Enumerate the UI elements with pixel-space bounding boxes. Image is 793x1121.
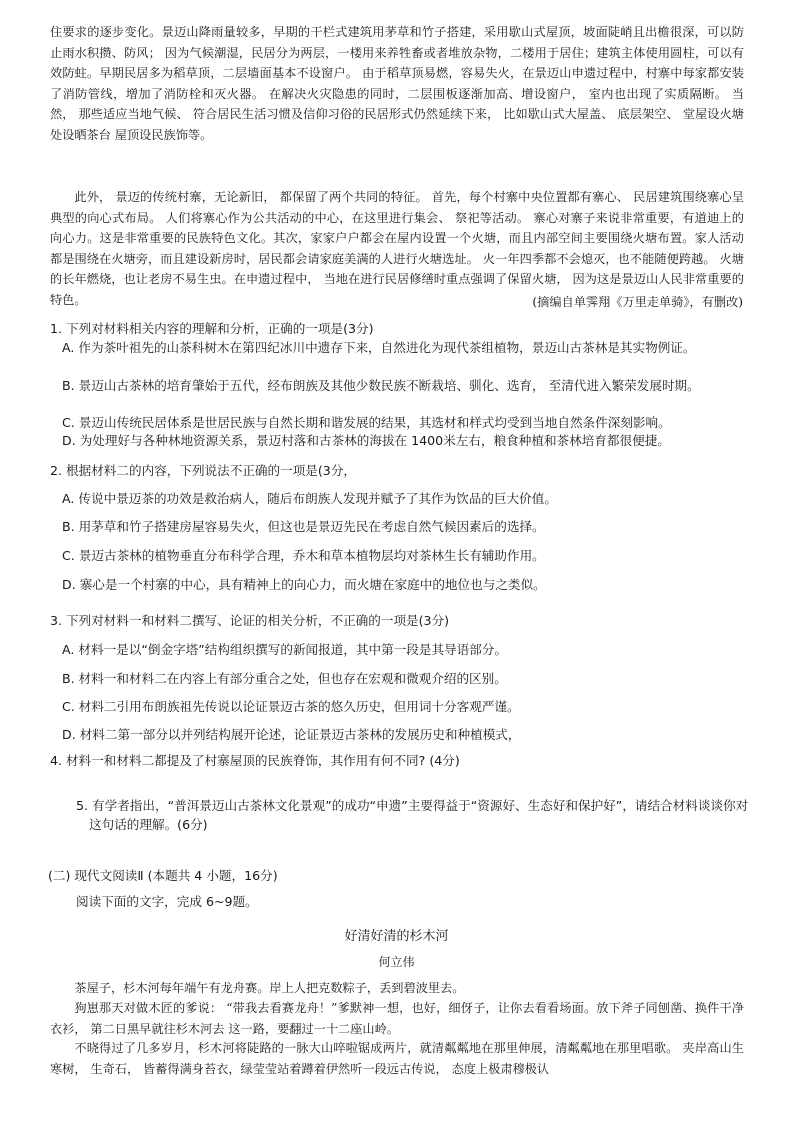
question-2-option-b: B. 用茅草和竹子搭建房屋容易失火，但这也是景迈先民在考虑自然气候因素后的选择。 — [62, 519, 545, 534]
question-5-stem: 5. 有学者指出，“普洱景迈山古茶林文化景观”的成功“申遗”主要得益于“资源好、生态好和保护好”，请结合材料谈谈你对这句话的理解。(6分) — [76, 798, 749, 832]
question-3-stem: 3. 下列对材料一和材料二撰写、论证的相关分析，不正确的一项是(3分) — [50, 613, 450, 628]
question-3-option-c: C. 材料二引用布朗族祖先传说以论证景迈古茶的悠久历史，但用词十分客观严谨。 — [62, 699, 520, 714]
article-paragraph-2: 狗崽那天对做木匠的爹说： “带我去看赛龙舟！”爹默神一想，也好，细伢子，让你去看看场面。放下斧子同刨凿、换件干净衣衫， 第二日黑早就往杉木河去 这一路，要翻过一十二座山岭。 — [50, 1001, 744, 1036]
material-paragraph-1: 住要求的逐步变化。景迈山降雨量较多，早期的干栏式建筑用茅草和竹子搭建，采用歇山式屋顶，坡面陡峭且出檐很深，可以防止雨水积攒、防风； 因为气候潮湿，民居分为两层，一楼用来养牲畜或者堆放杂物，二楼用于居住；建筑主体使用圆柱，可以有效防蛀。早期民居多为稻草顶，二层墙面基本不设窗户。 由于稻草顶易燃，容易失火，在景迈山申遗过程中，村寨中每家都安装了消防管线，增加了消防栓和灭火器。 在解决火灾隐患的同时，二层围板逐渐加高、增设窗户， 室内也出现了实质隔断。 当然， 那些适应当地气候、 符合居民生活习惯及信仰习俗的民居形式仍然延续下来， 比如歇山式大屋盖、 底层架空、 堂屋设火塘 处设晒茶台 屋顶设民族饰等。 — [50, 25, 744, 142]
article-paragraph-1: 茶屋子，杉木河每年端午有龙舟赛。岸上人把克数粽子，丢到碧波里去。 — [74, 981, 465, 995]
article-paragraph-3: 不晓得过了几多岁月，杉木河将陡路的一脉大山啐啦锯成两片，就清粼粼地在那里伸展，清粼粼地在那里唱歌。 夹岸高山生寒树， 生奇石， 皆蓄得满身苔衣，绿莹莹站着蹲着伊然听一段远古传说， 态度上极肃穆极认 — [50, 1041, 744, 1076]
question-1-option-a: A. 作为茶叶祖先的山茶科树木在第四纪冰川中遗存下来，自然进化为现代茶组植物，景迈山古茶林是其实物例证。 — [62, 340, 696, 355]
question-2-option-a: A. 传说中景迈茶的功效是救治病人，随后布朗族人发现并赋予了其作为饮品的巨大价值。 — [62, 491, 557, 506]
question-3-option-d: D. 材料二第一部分以并列结构展开论述，论证景迈古茶林的发展历史和种植模式， — [62, 727, 521, 742]
question-1-option-c: C. 景迈山传统民居体系是世居民族与自然长期和谐发展的结果，其选材和样式均受到当地自然条件深刻影响。 — [62, 415, 671, 430]
question-1-option-b: B. 景迈山古茶林的培育肇始于五代，经布朗族及其他少数民族不断栽培、驯化、选育， 至清代进入繁荣发展时期。 — [62, 378, 700, 393]
question-1-option-d: D. 为处理好与各种林地资源关系，景迈村落和古茶林的海拔在 1400米左右，粮食种植和茶林培育都很便捷。 — [62, 433, 670, 448]
question-1-stem: 1. 下列对材料相关内容的理解和分析，正确的一项是(3分) — [50, 321, 374, 336]
material-source: (摘编自单霁翔《万里走单骑》，有删改) — [532, 295, 743, 309]
question-4-stem: 4. 材料一和材料二都提及了村寨屋顶的民族脊饰，其作用有何不同? (4分) — [50, 753, 460, 768]
section-2-instruction: 阅读下面的文字，完成 6~9题。 — [76, 894, 258, 909]
question-2-option-d: D. 寨心是一个村寨的中心，具有精神上的向心力，而火塘在家庭中的地位也与之类似。 — [62, 577, 546, 592]
question-3-option-a: A. 材料一是以“倒金字塔”结构组织撰写的新闻报道，其中第一段是其导语部分。 — [62, 642, 508, 657]
article-author: 何立伟 — [378, 955, 415, 969]
question-2-option-c: C. 景迈古茶林的植物垂直分布科学合理，乔木和草本植物层均对茶林生长有辅助作用。 — [62, 548, 545, 563]
question-2-stem: 2. 根据材料二的内容，下列说法不正确的一项是(3分， — [50, 463, 357, 478]
section-2-heading: (二) 现代文阅读Ⅱ (本题共 4 小题，16分) — [48, 868, 278, 883]
question-3-option-b: B. 材料一和材料二在内容上有部分重合之处，但也存在宏观和微观介绍的区别。 — [62, 671, 507, 686]
article-title: 好清好清的杉木河 — [344, 929, 449, 944]
material-paragraph-2: 此外， 景迈的传统村寨，无论新旧， 都保留了两个共同的特征。 首先，每个村寨中央位置都有寨心、 民居建筑围绕寨心呈典型的向心式布局。 人们将寨心作为公共活动的中心，在这里进行集会、 祭祀等活动。 寨心对寨子来说非常重要，有道迪上的向心力。这是非常重要的民族特色文化。其次，家家户户都会在屋内设置一个火塘，而且内部空间主要围绕火塘布置。家人活动都是围绕在火塘旁，而且建设新房时，居民都会请家庭美满的人进行火塘选址。 火一年四季都不会熄灭，也不能随便跨越。 火塘的长年燃烧，也让老房不易生虫。在申遗过程中， 当地在进行民居修缮时重点强调了保留火塘， 因为这是景迈山人民非常重要的特色。 — [50, 190, 744, 307]
